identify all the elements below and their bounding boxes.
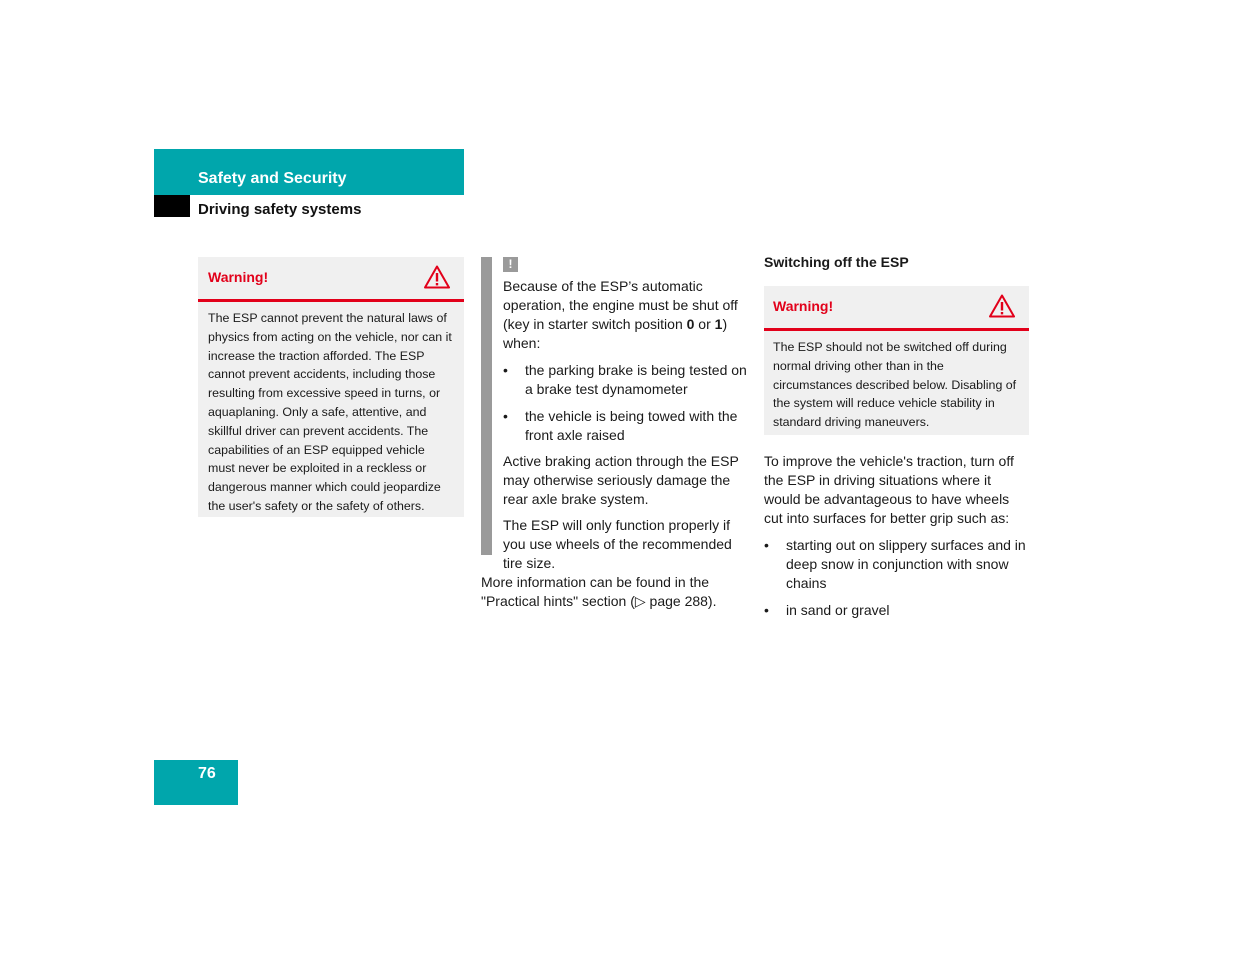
warning-label: Warning! [208,269,269,285]
warning-triangle-icon [989,294,1015,318]
traction-section [764,452,1030,620]
switching-off-heading: Switching off the ESP [764,254,909,270]
list-item: • in sand or gravel [764,602,890,618]
warning-label: Warning! [773,298,834,314]
exclamation-icon: ! [503,257,518,272]
page-number-box [154,760,238,805]
subsection-title: Driving safety systems [198,201,362,218]
list-item: • the parking brake is being tested on a brake test dynamometer [503,362,747,397]
note-content [503,257,749,573]
note-side-bar [481,257,492,555]
traction-intro: To improve the vehicle's traction, turn off the ESP in driving situations where it would be advantageous to have wheels cut into surfaces for better grip such as: [764,453,1014,526]
page-number: 76 [198,765,216,782]
section-title: Safety and Security [198,170,347,187]
section-marker-tab [154,195,190,217]
warning-header [764,286,1029,331]
note-braking-text: Active braking action through the ESP may otherwise seriously damage the rear axle brake system. [503,453,739,507]
note-wheels-text: The ESP will only function properly if you use wheels of the recommended tire size. [503,517,732,571]
list-item: • starting out on slippery surfaces and in deep snow in conjunction with snow chains [764,537,1026,591]
list-item: • the vehicle is being towed with the front axle raised [503,408,738,443]
note-bullet-list [503,361,749,445]
more-info-text: More information can be found in the "Practical hints" section (▷ page 288). [481,574,717,609]
warning-text: The ESP cannot prevent the natural laws of physics from acting on the vehicle, nor can it increase the traction afforded. The ESP cannot prevent accidents, including those resulting from excessive speed in turns, or aquaplaning. Only a safe, attentive, and skillful driver can prevent accidents. The capabilities of an ESP equipped vehicle must never be exploited in a reckless or dangerous manner which could jeopardize the user's safety or the safety of others. [208,311,452,513]
warning-box-right [764,286,1029,435]
traction-bullet-list [764,536,1030,620]
note-intro: Because of the ESP’s automatic operation, the engine must be shut off (key in starter switch position 0 or 1) when: [503,278,738,351]
warning-header [198,257,464,302]
warning-box-left [198,257,464,517]
warning-triangle-icon [424,265,450,289]
warning-text: The ESP should not be switched off during normal driving other than in the circumstances described below. Disabling of the system will reduce vehicle stability in standard driving maneuvers. [773,340,1017,430]
